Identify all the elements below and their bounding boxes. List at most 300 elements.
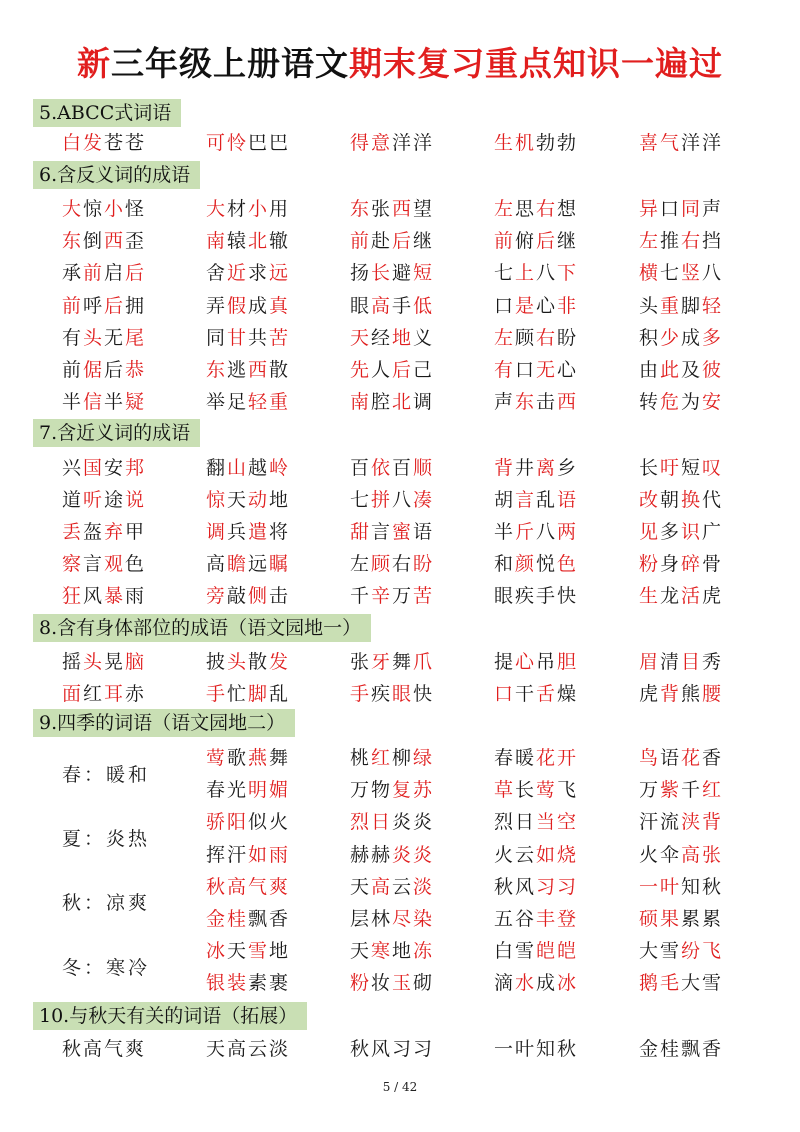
idiom-text: 层林 xyxy=(350,908,393,930)
autumn-word: 秋高气爽 xyxy=(62,1038,147,1060)
idiom-highlight: 草 xyxy=(494,779,516,801)
idiom-highlight: 改 xyxy=(639,489,661,511)
idiom-highlight: 假 xyxy=(227,295,249,317)
idiom-highlight: 东 xyxy=(515,391,537,413)
idiom xyxy=(350,323,434,350)
idiom-highlight: 心 xyxy=(515,651,537,673)
idiom xyxy=(350,355,434,382)
idiom-highlight: 当空 xyxy=(536,811,579,833)
idiom-highlight: 信 xyxy=(83,391,105,413)
idiom-text: 知秋 xyxy=(681,876,724,898)
idiom-highlight: 听 xyxy=(83,489,105,511)
idiom xyxy=(350,679,434,706)
idiom-text: 长 xyxy=(639,457,661,479)
idiom-highlight: 头 xyxy=(227,651,249,673)
idiom-text: 胡 xyxy=(494,489,516,511)
idiom xyxy=(494,872,578,899)
idiom-text: 洋洋 xyxy=(681,132,724,154)
idiom xyxy=(62,355,146,382)
idiom-text: 怪 xyxy=(125,198,147,220)
idiom xyxy=(206,226,290,253)
idiom xyxy=(350,743,434,770)
idiom-text: 八 xyxy=(536,262,558,284)
idiom-text: 火云 xyxy=(494,844,537,866)
idiom-highlight: 蜜 xyxy=(392,521,414,543)
idiom-text: 右 xyxy=(392,553,414,575)
idiom xyxy=(62,387,146,414)
idiom-highlight: 右 xyxy=(536,198,558,220)
idiom-text: 途 xyxy=(104,489,126,511)
idiom xyxy=(62,549,146,576)
idiom-highlight: 碎 xyxy=(681,553,703,575)
idiom-highlight: 面 xyxy=(62,683,84,705)
idiom-text: 春暖 xyxy=(494,747,537,769)
idiom-text: 望 xyxy=(413,198,435,220)
idiom-highlight: 爪 xyxy=(413,651,435,673)
idiom-text: 散 xyxy=(248,651,270,673)
idiom xyxy=(206,387,290,414)
idiom-text: 疾 xyxy=(371,683,393,705)
idiom-highlight: 冻 xyxy=(413,940,435,962)
idiom-text: 万 xyxy=(639,779,661,801)
idiom-highlight: 一叶 xyxy=(639,876,682,898)
idiom xyxy=(350,936,434,963)
idiom xyxy=(206,581,290,608)
idiom xyxy=(206,323,290,350)
idiom-text: 积 xyxy=(639,327,661,349)
idiom-text: 地 xyxy=(269,489,291,511)
idiom xyxy=(350,258,434,285)
idiom-text: 成 xyxy=(681,327,703,349)
idiom-text: 桃 xyxy=(350,747,372,769)
idiom-highlight: 南 xyxy=(350,391,372,413)
idiom xyxy=(494,936,578,963)
idiom-highlight: 北 xyxy=(392,391,414,413)
idiom xyxy=(206,128,290,155)
idiom-text: 雨 xyxy=(125,585,147,607)
idiom xyxy=(494,679,578,706)
idiom-highlight: 尽染 xyxy=(392,908,435,930)
section-heading: 10.与秋天有关的词语（拓展） xyxy=(33,1002,307,1030)
idiom-text: 百 xyxy=(350,457,372,479)
idiom xyxy=(62,517,146,544)
idiom xyxy=(494,323,578,350)
idiom xyxy=(494,743,578,770)
idiom xyxy=(494,453,578,480)
idiom-text: 地 xyxy=(269,940,291,962)
idiom-text: 远 xyxy=(248,553,270,575)
idiom-text: 及 xyxy=(681,359,703,381)
idiom-highlight: 离 xyxy=(536,457,558,479)
idiom-text: 继 xyxy=(413,230,435,252)
idiom-text: 多 xyxy=(660,521,682,543)
idiom-highlight: 红 xyxy=(371,747,393,769)
idiom-text: 辕 xyxy=(227,230,249,252)
idiom-highlight: 花开 xyxy=(536,747,579,769)
idiom-highlight: 安 xyxy=(702,391,724,413)
idiom-text: 歪 xyxy=(125,230,147,252)
idiom xyxy=(639,355,723,382)
idiom-highlight: 真 xyxy=(269,295,291,317)
idiom-highlight: 右 xyxy=(681,230,703,252)
idiom xyxy=(350,453,434,480)
idiom-highlight: 粉 xyxy=(350,972,372,994)
idiom-highlight: 眉 xyxy=(639,651,661,673)
idiom-highlight: 观 xyxy=(104,553,126,575)
idiom xyxy=(350,194,434,221)
idiom xyxy=(494,387,578,414)
idiom-highlight: 莺 xyxy=(206,747,228,769)
idiom-text: 披 xyxy=(206,651,228,673)
idiom xyxy=(62,291,146,318)
idiom-text: 顾 xyxy=(515,327,537,349)
idiom-highlight: 多 xyxy=(702,327,724,349)
idiom-text: 成 xyxy=(248,295,270,317)
idiom-text: 熊 xyxy=(681,683,703,705)
idiom-highlight: 北 xyxy=(248,230,270,252)
idiom-text: 摇 xyxy=(62,651,84,673)
idiom-text: 头 xyxy=(639,295,661,317)
idiom-highlight: 弃 xyxy=(104,521,126,543)
idiom-text: 语 xyxy=(413,521,435,543)
idiom-highlight: 遣 xyxy=(248,521,270,543)
idiom-text: 忙 xyxy=(227,683,249,705)
idiom-text: 秋风 xyxy=(494,876,537,898)
idiom-highlight: 浃背 xyxy=(681,811,724,833)
idiom-text: 提 xyxy=(494,651,516,673)
idiom-highlight: 此 xyxy=(660,359,682,381)
idiom-text: 洋洋 xyxy=(392,132,435,154)
idiom-highlight: 国 xyxy=(83,457,105,479)
idiom-text: 甲 xyxy=(125,521,147,543)
idiom-highlight: 习习 xyxy=(536,876,579,898)
idiom-text: 道 xyxy=(62,489,84,511)
idiom-highlight: 活 xyxy=(681,585,703,607)
idiom-highlight: 得意 xyxy=(350,132,393,154)
idiom-highlight: 斤 xyxy=(515,521,537,543)
idiom-highlight: 舌 xyxy=(536,683,558,705)
idiom-text: 大雪 xyxy=(639,940,682,962)
idiom xyxy=(639,840,723,867)
idiom xyxy=(206,743,290,770)
idiom-text: 柳 xyxy=(392,747,414,769)
section-heading: 9.四季的词语（语文园地二） xyxy=(33,709,295,737)
idiom-highlight: 长 xyxy=(371,262,393,284)
idiom-highlight: 无 xyxy=(536,359,558,381)
idiom-highlight: 生机 xyxy=(494,132,537,154)
idiom-highlight: 左 xyxy=(494,198,516,220)
title-segment: 三年级上册语文 xyxy=(111,44,349,83)
idiom-highlight: 颜 xyxy=(515,553,537,575)
idiom-highlight: 小 xyxy=(248,198,270,220)
idiom-highlight: 头 xyxy=(83,327,105,349)
idiom-highlight: 复苏 xyxy=(392,779,435,801)
idiom-highlight: 鸟 xyxy=(639,747,661,769)
idiom-text: 拥 xyxy=(125,295,147,317)
idiom-highlight: 甘 xyxy=(227,327,249,349)
idiom-text: 燥 xyxy=(557,683,579,705)
idiom-text: 盼 xyxy=(557,327,579,349)
idiom-highlight: 烈日 xyxy=(350,811,393,833)
idiom-text: 春光 xyxy=(206,779,249,801)
idiom-highlight: 惊 xyxy=(206,489,228,511)
idiom-text: 手 xyxy=(392,295,414,317)
idiom-highlight: 金桂 xyxy=(206,908,249,930)
idiom-highlight: 西 xyxy=(392,198,414,220)
idiom xyxy=(494,968,578,995)
idiom-highlight: 如烧 xyxy=(536,844,579,866)
idiom-text: 启 xyxy=(104,262,126,284)
idiom xyxy=(206,485,290,512)
idiom-highlight: 前 xyxy=(62,295,84,317)
idiom-text: 白雪 xyxy=(494,940,537,962)
idiom-highlight: 皑皑 xyxy=(536,940,579,962)
idiom-text: 辙 xyxy=(269,230,291,252)
idiom xyxy=(494,355,578,382)
section-heading: 6.含反义词的成语 xyxy=(33,161,200,189)
idiom-text: 眼疾手快 xyxy=(494,585,579,607)
idiom xyxy=(350,226,434,253)
idiom-text: 砌 xyxy=(413,972,435,994)
idiom-highlight: 恭 xyxy=(125,359,147,381)
idiom-text: 云 xyxy=(392,876,414,898)
idiom-text: 敲 xyxy=(227,585,249,607)
idiom-highlight: 纷飞 xyxy=(681,940,724,962)
idiom-highlight: 后 xyxy=(392,230,414,252)
season-label: 夏：炎热 xyxy=(62,828,151,850)
idiom-highlight: 花 xyxy=(681,747,703,769)
idiom-highlight: 低 xyxy=(413,295,435,317)
idiom xyxy=(639,679,723,706)
idiom-highlight: 炎炎 xyxy=(392,844,435,866)
idiom-text: 左 xyxy=(350,553,372,575)
idiom xyxy=(62,323,146,350)
idiom-text: 千 xyxy=(350,585,372,607)
idiom-text: 飘香 xyxy=(248,908,291,930)
page-title xyxy=(0,38,800,85)
idiom-highlight: 玉 xyxy=(392,972,414,994)
idiom-highlight: 瞻 xyxy=(227,553,249,575)
idiom-text: 俯 xyxy=(515,230,537,252)
idiom-highlight: 岭 xyxy=(269,457,291,479)
idiom xyxy=(639,968,723,995)
idiom-text: 半 xyxy=(62,391,84,413)
idiom-highlight: 骄阳 xyxy=(206,811,249,833)
idiom-highlight: 危 xyxy=(660,391,682,413)
idiom xyxy=(206,453,290,480)
idiom-highlight: 旁 xyxy=(206,585,228,607)
idiom-highlight: 顾 xyxy=(371,553,393,575)
idiom-highlight: 粉 xyxy=(639,553,661,575)
idiom-highlight: 侧 xyxy=(248,585,270,607)
idiom-text: 舞 xyxy=(392,651,414,673)
idiom-highlight: 辛 xyxy=(371,585,393,607)
idiom-highlight: 西 xyxy=(557,391,579,413)
idiom-text: 赴 xyxy=(371,230,393,252)
idiom xyxy=(206,194,290,221)
idiom-text: 口 xyxy=(660,198,682,220)
idiom xyxy=(206,647,290,674)
idiom-text: 天 xyxy=(227,940,249,962)
idiom-highlight: 眼 xyxy=(392,683,414,705)
idiom xyxy=(639,128,723,155)
idiom-text: 言 xyxy=(371,521,393,543)
idiom xyxy=(206,517,290,544)
idiom xyxy=(494,485,578,512)
idiom-text: 弄 xyxy=(206,295,228,317)
idiom-highlight: 有 xyxy=(494,359,516,381)
idiom-highlight: 是 xyxy=(515,295,537,317)
idiom-highlight: 横 xyxy=(639,262,661,284)
idiom-highlight: 轻 xyxy=(702,295,724,317)
idiom-text: 八 xyxy=(702,262,724,284)
idiom-highlight: 甜 xyxy=(350,521,372,543)
section-heading: 8.含有身体部位的成语（语文园地一） xyxy=(33,614,371,642)
idiom-highlight: 后 xyxy=(104,295,126,317)
idiom-text: 共 xyxy=(248,327,270,349)
idiom xyxy=(639,291,723,318)
idiom-highlight: 腰 xyxy=(702,683,724,705)
idiom xyxy=(494,291,578,318)
idiom-highlight: 白发 xyxy=(62,132,105,154)
title-segment: 新 xyxy=(77,44,111,83)
idiom-highlight: 少 xyxy=(660,327,682,349)
idiom xyxy=(62,226,146,253)
idiom-text: 散 xyxy=(269,359,291,381)
idiom-text: 张 xyxy=(371,198,393,220)
idiom-highlight: 绿 xyxy=(413,747,435,769)
idiom-text: 天 xyxy=(350,876,372,898)
idiom-text: 越 xyxy=(248,457,270,479)
idiom-text: 代 xyxy=(702,489,724,511)
idiom-text: 调 xyxy=(413,391,435,413)
idiom-text: 色 xyxy=(125,553,147,575)
idiom-text: 盔 xyxy=(83,521,105,543)
idiom-highlight: 寒 xyxy=(371,940,393,962)
idiom-text: 举足 xyxy=(206,391,249,413)
idiom-highlight: 苦 xyxy=(269,327,291,349)
idiom-highlight: 水 xyxy=(515,972,537,994)
idiom xyxy=(639,647,723,674)
idiom-highlight: 脑 xyxy=(125,651,147,673)
idiom-highlight: 高 xyxy=(371,876,393,898)
idiom-text: 红 xyxy=(83,683,105,705)
idiom-text: 有 xyxy=(62,327,84,349)
idiom xyxy=(494,840,578,867)
idiom-highlight: 牙 xyxy=(371,651,393,673)
idiom-text: 心 xyxy=(536,295,558,317)
idiom-text: 乱 xyxy=(536,489,558,511)
idiom-highlight: 莺 xyxy=(536,779,558,801)
idiom-text: 和 xyxy=(494,553,516,575)
idiom-highlight: 如雨 xyxy=(248,844,291,866)
idiom xyxy=(494,226,578,253)
idiom-highlight: 大 xyxy=(206,198,228,220)
idiom-highlight: 左 xyxy=(639,230,661,252)
idiom-text: 材 xyxy=(227,198,249,220)
idiom xyxy=(639,517,723,544)
idiom-text: 风 xyxy=(83,585,105,607)
idiom-highlight: 顺 xyxy=(413,457,435,479)
idiom-highlight: 先 xyxy=(350,359,372,381)
idiom-highlight: 胆 xyxy=(557,651,579,673)
idiom-text: 七 xyxy=(660,262,682,284)
idiom-text: 推 xyxy=(660,230,682,252)
idiom-highlight: 前 xyxy=(350,230,372,252)
idiom-text: 安 xyxy=(104,457,126,479)
idiom-text: 惊 xyxy=(83,198,105,220)
idiom xyxy=(350,128,434,155)
idiom-text: 清 xyxy=(660,651,682,673)
idiom-text: 短 xyxy=(681,457,703,479)
idiom-highlight: 两 xyxy=(557,521,579,543)
idiom-highlight: 轻重 xyxy=(248,391,291,413)
idiom xyxy=(206,840,290,867)
idiom xyxy=(62,258,146,285)
idiom-text: 吊 xyxy=(536,651,558,673)
idiom-highlight: 目 xyxy=(681,651,703,673)
idiom-text: 同 xyxy=(206,327,228,349)
idiom-text: 干 xyxy=(515,683,537,705)
idiom-highlight: 西 xyxy=(104,230,126,252)
idiom-highlight: 吁 xyxy=(660,457,682,479)
idiom-highlight: 后 xyxy=(536,230,558,252)
idiom-text: 义 xyxy=(413,327,435,349)
idiom-highlight: 凑 xyxy=(413,489,435,511)
idiom-text: 炎炎 xyxy=(392,811,435,833)
idiom xyxy=(494,194,578,221)
season-label: 冬：寒冷 xyxy=(62,957,151,979)
section-heading: 5.ABCC式词语 xyxy=(33,99,181,127)
idiom xyxy=(206,872,290,899)
idiom-text: 朝 xyxy=(660,489,682,511)
idiom-highlight: 前 xyxy=(83,262,105,284)
idiom-highlight: 紫 xyxy=(660,779,682,801)
idiom-text: 转 xyxy=(639,391,661,413)
idiom-highlight: 见 xyxy=(639,521,661,543)
idiom-highlight: 远 xyxy=(269,262,291,284)
idiom-highlight: 语 xyxy=(557,489,579,511)
idiom-highlight: 盼 xyxy=(413,553,435,575)
idiom xyxy=(639,936,723,963)
idiom-highlight: 调 xyxy=(206,521,228,543)
idiom-text: 避 xyxy=(392,262,414,284)
idiom-text: 张 xyxy=(350,651,372,673)
idiom-highlight: 后 xyxy=(125,262,147,284)
idiom-text: 井 xyxy=(515,457,537,479)
idiom xyxy=(206,807,290,834)
idiom-text: 八 xyxy=(392,489,414,511)
idiom-text: 半 xyxy=(104,391,126,413)
idiom-text: 累累 xyxy=(681,908,724,930)
idiom xyxy=(350,291,434,318)
idiom xyxy=(350,904,434,931)
idiom-text: 由 xyxy=(639,359,661,381)
idiom-text: 大雪 xyxy=(681,972,724,994)
idiom-highlight: 东 xyxy=(206,359,228,381)
idiom-highlight: 说 xyxy=(125,489,147,511)
idiom-text: 求 xyxy=(248,262,270,284)
idiom-text: 前 xyxy=(62,359,84,381)
idiom xyxy=(494,904,578,931)
idiom-highlight: 丰登 xyxy=(536,908,579,930)
idiom-highlight: 邦 xyxy=(125,457,147,479)
idiom-text: 翻 xyxy=(206,457,228,479)
idiom-text: 五谷 xyxy=(494,908,537,930)
idiom-text: 语 xyxy=(660,747,682,769)
idiom-highlight: 红 xyxy=(702,779,724,801)
idiom xyxy=(62,128,146,155)
